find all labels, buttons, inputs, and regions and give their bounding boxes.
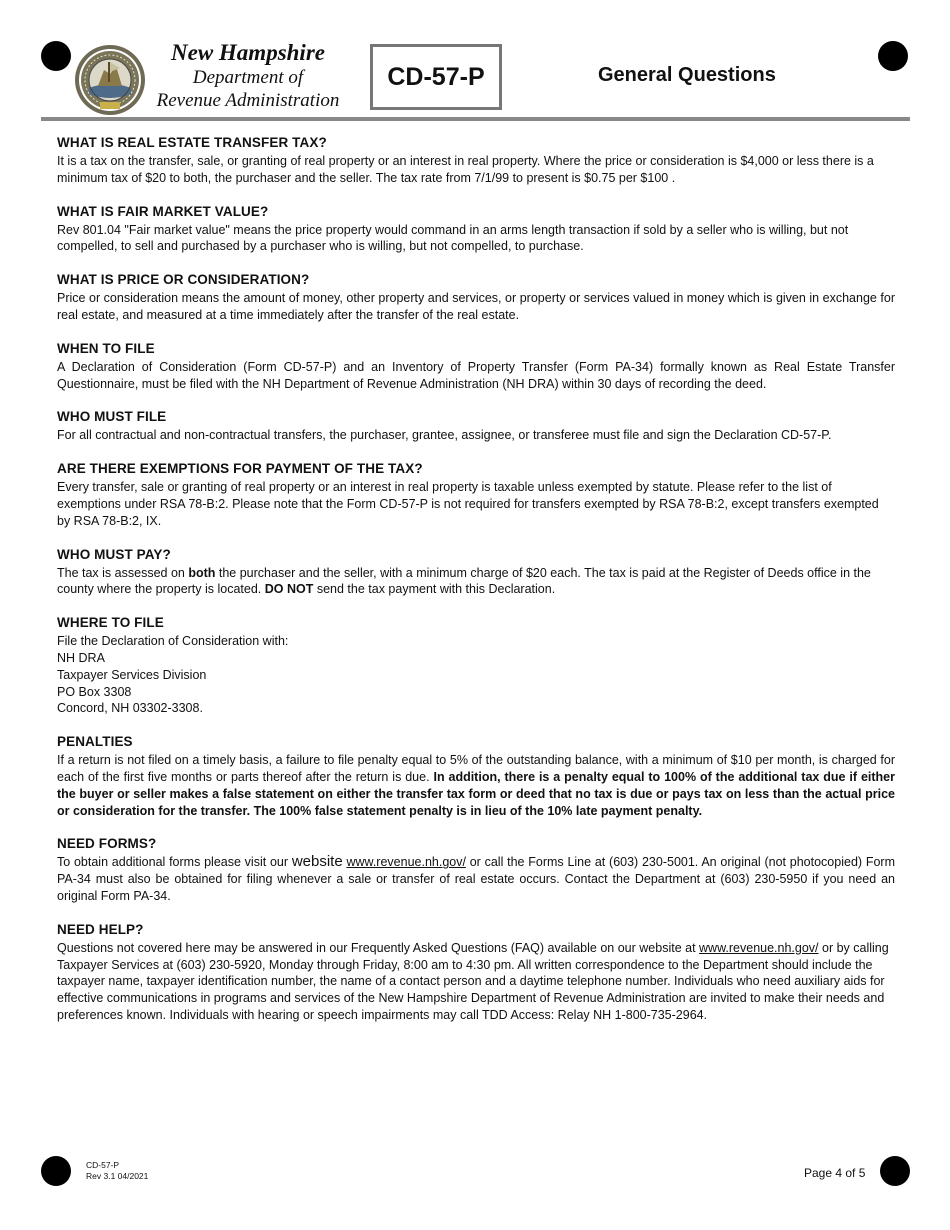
- footer-form-info: [86, 1160, 148, 1182]
- section-body: [57, 940, 895, 1024]
- section-body: [57, 854, 895, 904]
- section-exemptions: [57, 460, 895, 529]
- registration-mark: [878, 41, 908, 71]
- body-text: Questions not covered here may be answered in our Frequently Asked Questions (FAQ) available on our website at: [57, 940, 700, 955]
- section-where-to-file: [57, 614, 895, 717]
- section-who-must-pay: [57, 546, 895, 599]
- section-heading: PENALTIES: [57, 734, 133, 750]
- section-transfer-tax: [57, 134, 895, 187]
- section-fair-market-value: [57, 203, 895, 256]
- body-text: To obtain additional forms please visit our: [57, 855, 292, 870]
- footer-form-code: CD-57-P: [86, 1160, 120, 1170]
- address-line: NH DRA: [57, 650, 105, 665]
- section-heading: WHO MUST PAY?: [57, 546, 171, 562]
- section-heading: NEED HELP?: [57, 921, 144, 937]
- section-heading: WHAT IS REAL ESTATE TRANSFER TAX?: [57, 135, 327, 150]
- section-heading: WHO MUST FILE: [57, 409, 167, 425]
- body-text: If a return is not filed on a timely basis, a failure to file penalty equal to 5% of the outstanding balance, with a minimum of $10 per month, is charged for each of the first five months or parts thereof after the return is due.: [57, 753, 895, 784]
- page-number: Page 4 of 5: [804, 1166, 866, 1180]
- agency-division: Revenue Administration: [156, 90, 340, 111]
- section-need-forms: [57, 835, 895, 904]
- address-line: Taxpayer Services Division: [57, 667, 207, 682]
- section-heading: NEED FORMS?: [57, 836, 157, 852]
- body-text: or call the Forms Line at (603) 230-5001. An original (not photocopied) Form PA-34 must also be obtained for filing whenever a sale or transfer of real estate occurs. Contact the Department at (603) 230-5950 if you need an original Form PA-34.: [57, 855, 895, 903]
- section-body: A Declaration of Consideration (Form CD-57-P) and an Inventory of Property Transfer (Form PA-34) formally known as Real Estate Transfer Questionnaire, must be filed with the NH Department of Revenue Administration (NH DRA) within 30 days of recording the deed.: [57, 359, 895, 391]
- footer-revision: Rev 3.1 04/2021: [86, 1171, 149, 1181]
- agency-department: Department of: [192, 67, 304, 88]
- penalty-emphasis: In addition, there is a penalty equal to 100% of the additional tax due if either the buyer or seller makes a false statement on either the transfer tax form or deed that no tax is due or pays tax on less than the actual price or consideration for the transfer. The 100% false statement penalty is in lieu of the 10% late payment penalty.: [57, 769, 895, 818]
- website-link[interactable]: www.revenue.nh.gov/: [346, 855, 466, 870]
- section-body: Rev 801.04 "Fair market value" means the price property would command in an arms length transaction if sold by a seller who is willing, but not compelled, to sell and purchased by a purchaser who is willing, but not compelled, to purchase.: [57, 222, 849, 254]
- header-divider: [41, 117, 910, 121]
- section-body: Price or consideration means the amount of money, other property and services, or property or services valued in money which is given in exchange for real estate, and measured at a time immediately after the transfer of the real estate.: [57, 291, 895, 322]
- form-code: CD-57-P: [387, 62, 485, 91]
- body-text: The tax is assessed on: [57, 565, 189, 580]
- document-body: [57, 134, 895, 1040]
- registration-mark: [41, 41, 71, 71]
- page-title: General Questions: [598, 64, 776, 86]
- address-line: PO Box 3308: [57, 684, 132, 699]
- address-line: File the Declaration of Consideration with:: [57, 634, 289, 649]
- section-penalties: [57, 733, 895, 819]
- website-word: website: [291, 853, 343, 871]
- address-line: Concord, NH 03302-3308.: [57, 701, 203, 716]
- agency-name: [140, 40, 356, 112]
- section-heading: WHERE TO FILE: [57, 615, 164, 631]
- section-who-must-file: [57, 408, 895, 444]
- mailing-address: [57, 633, 895, 717]
- website-link[interactable]: www.revenue.nh.gov/: [699, 940, 819, 955]
- form-code-box: [370, 44, 502, 110]
- section-body: For all contractual and non-contractual transfers, the purchaser, grantee, assignee, or transferee must file and sign the Declaration CD-57-P.: [57, 428, 832, 443]
- emphasis-both: both: [188, 565, 216, 580]
- body-text: send the tax payment with this Declaration.: [313, 582, 556, 597]
- registration-mark: [880, 1156, 910, 1186]
- state-seal-logo: [74, 44, 146, 116]
- section-body: [57, 752, 895, 819]
- section-when-to-file: [57, 340, 895, 393]
- section-body: Every transfer, sale or granting of real property or an interest in real property is taxable unless exempted by statute. Please refer to the list of exemptions under RSA 78-B:2. Please note that the Form CD-57-P is not required for transfers exempted by RSA 78-B:2, except transfers exempted by RSA 78-B:2, IX.: [57, 480, 879, 528]
- section-heading: WHEN TO FILE: [57, 340, 155, 356]
- body-text: the purchaser and the seller, with a minimum charge of $20 each. The tax is paid at the Register of Deeds office in the county where the property is located.: [57, 565, 871, 597]
- section-price-consideration: [57, 271, 895, 324]
- section-body: It is a tax on the transfer, sale, or granting of real property or an interest in real property. Where the price or consideration is $4,000 or less there is a minimum tax of $20 to both, the purchaser and the seller. The tax rate from 7/1/99 to present is $0.75 per $100 .: [57, 154, 874, 185]
- section-heading: WHAT IS PRICE OR CONSIDERATION?: [57, 272, 310, 288]
- section-heading: WHAT IS FAIR MARKET VALUE?: [57, 203, 269, 219]
- agency-state: New Hampshire: [171, 40, 325, 65]
- body-text: or by calling Taxpayer Services at (603) 230-5920, Monday through Friday, 8:00 am to 4:30 pm. All written correspondence to the Department should include the taxpayer name, taxpayer identification number, the name of a contact person and a daytime telephone number. Individuals who need auxiliary aids for effective communications in programs and services of the New Hampshire Department of Revenue Administration are invited to make their needs and preferences known. Individuals with hearing or speech impairments may call TDD Access: Relay NH 1-800-735-2964.: [57, 940, 889, 1022]
- registration-mark: [41, 1156, 71, 1186]
- emphasis-do-not: DO NOT: [264, 582, 314, 597]
- section-heading: ARE THERE EXEMPTIONS FOR PAYMENT OF THE TAX?: [57, 461, 423, 477]
- section-need-help: [57, 921, 895, 1024]
- section-body: [57, 565, 895, 599]
